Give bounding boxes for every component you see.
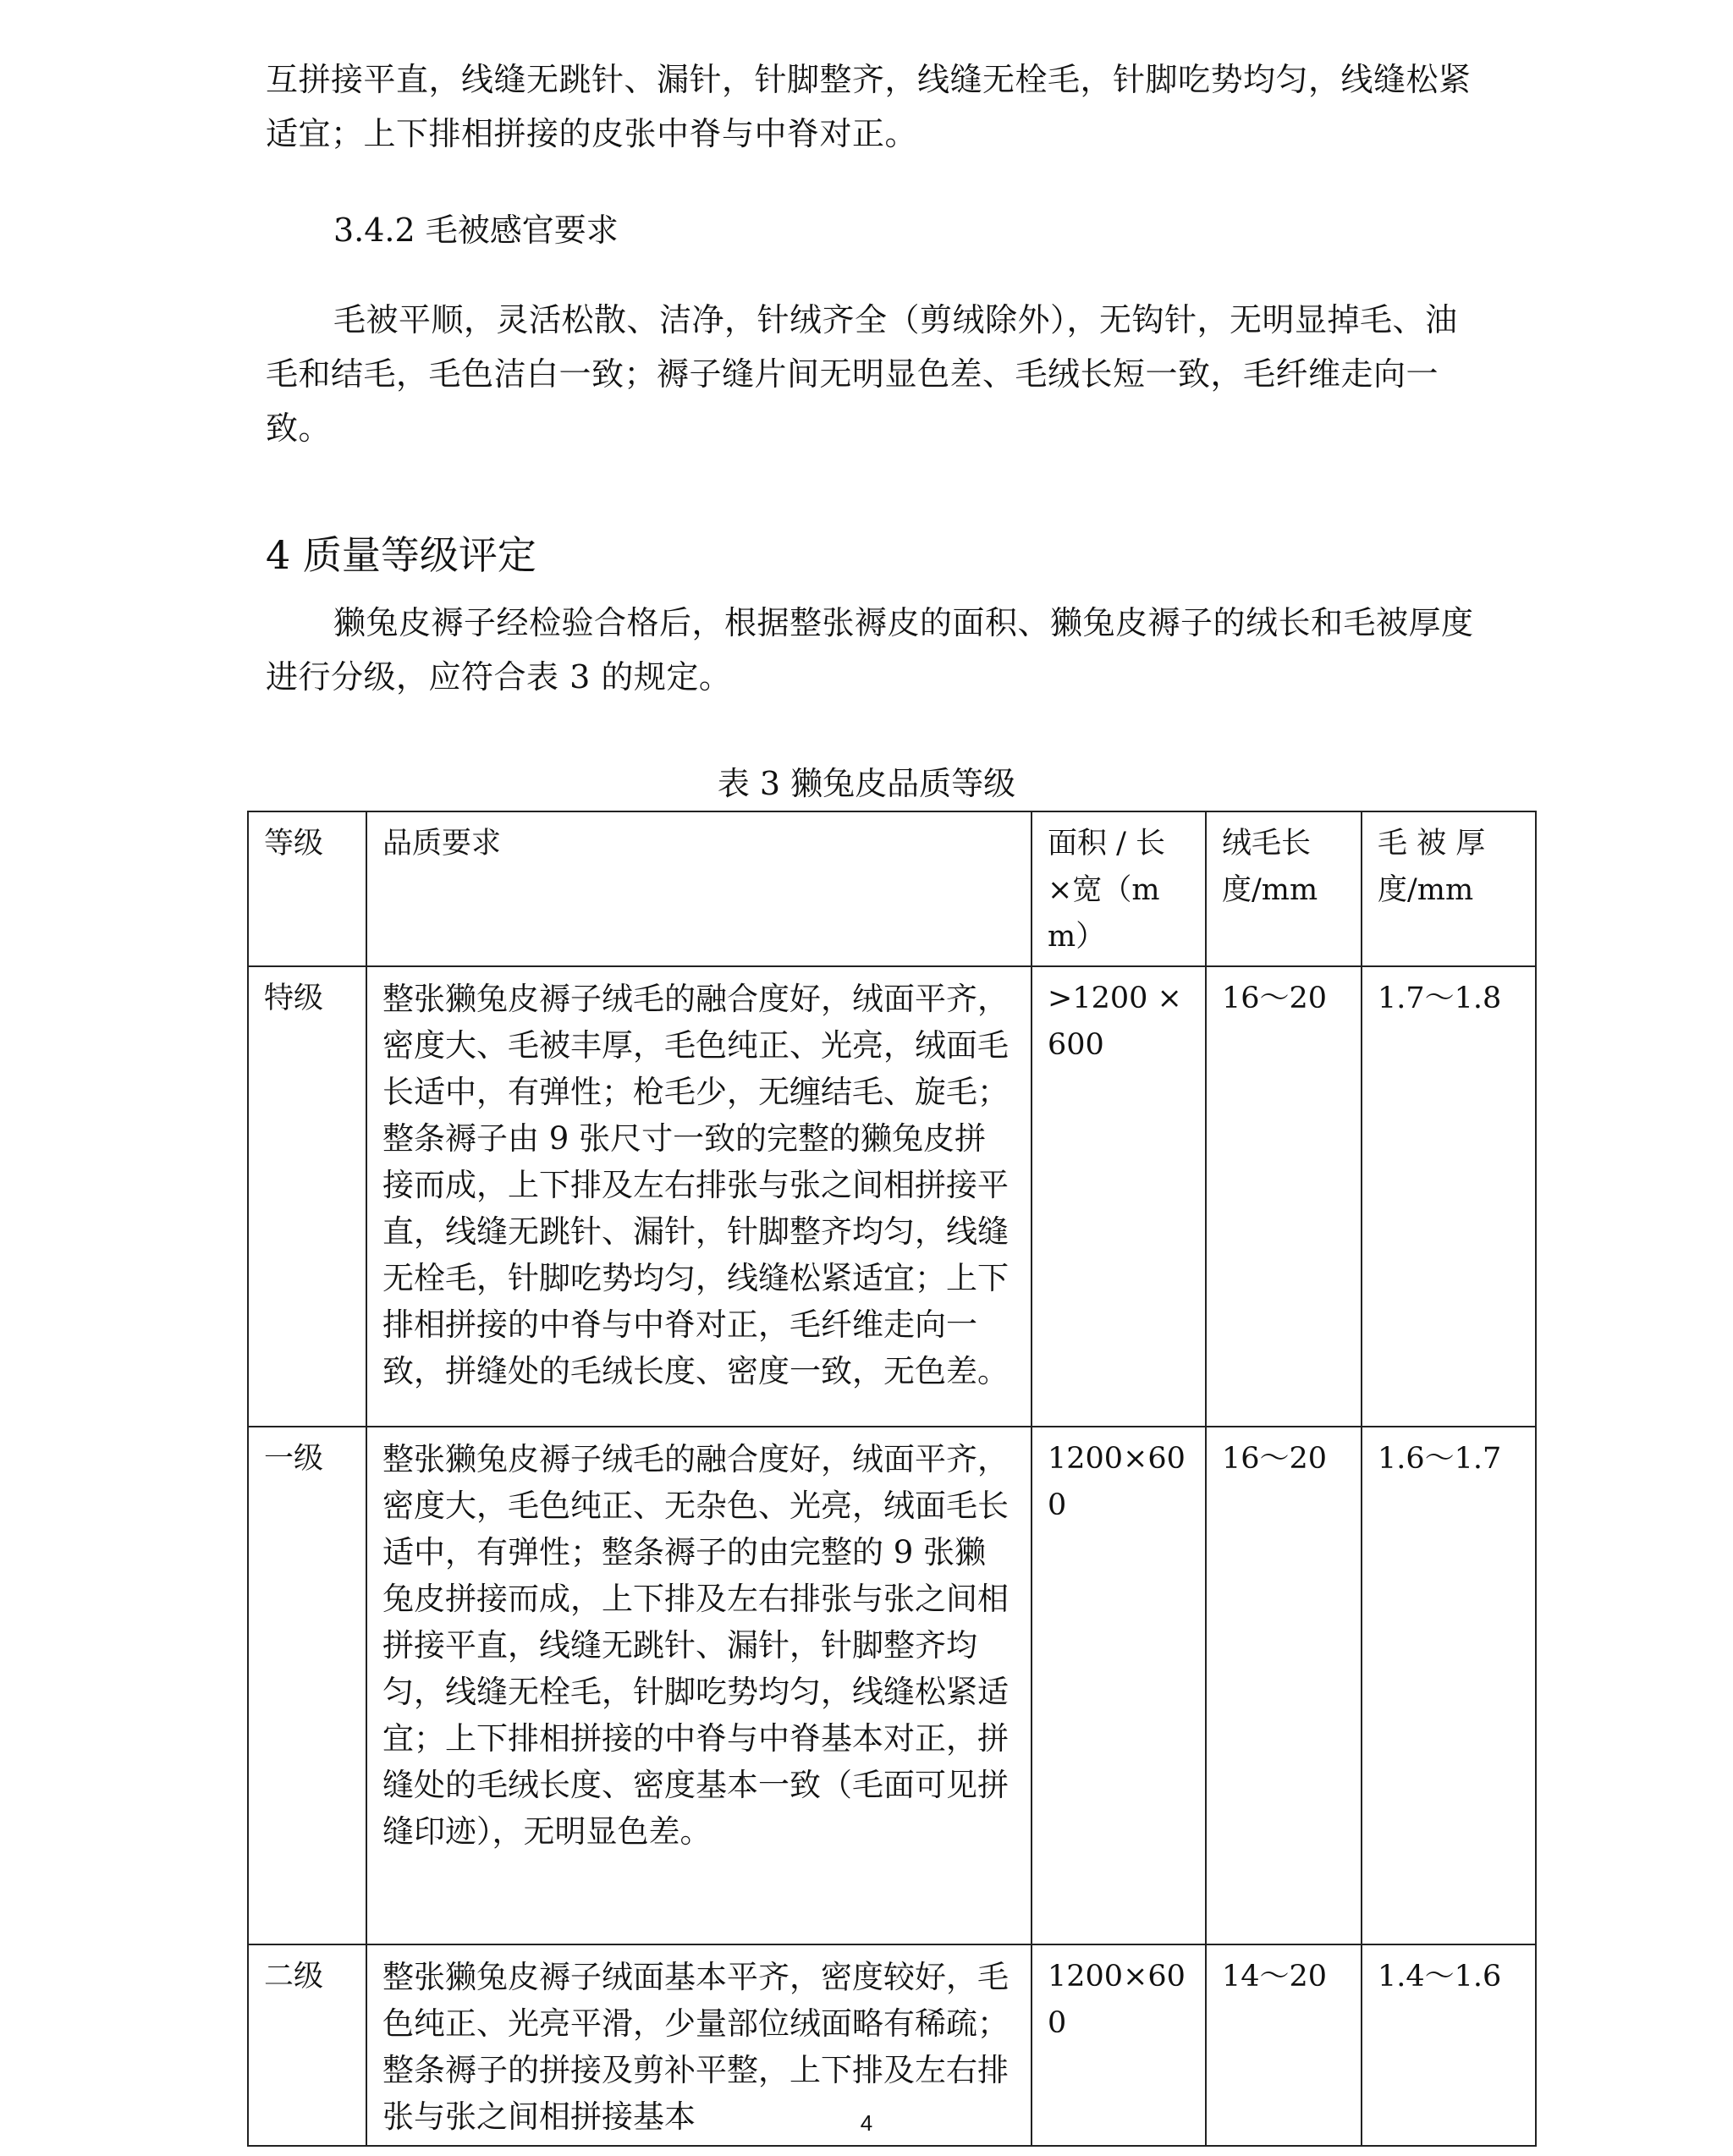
continuation-paragraph: 互拼接平直，线缝无跳针、漏针，针脚整齐，线缝无栓毛，针脚吃势均匀，线缝松紧适宜；上下排相拼接的皮张中脊与中脊对正。	[266, 61, 1472, 152]
thickness-cell: 1.7～1.8	[1362, 966, 1536, 1427]
thickness-cell: 1.4～1.6	[1362, 1944, 1536, 2146]
grade-cell: 一级	[248, 1427, 366, 1944]
fur-length-cell: 16～20	[1206, 966, 1362, 1427]
quality-grade-table	[247, 811, 1537, 2147]
header-grade: 等级	[248, 811, 366, 966]
table-row	[248, 1427, 1536, 1944]
thickness-cell: 1.6～1.7	[1362, 1427, 1536, 1944]
table-header-row	[248, 811, 1536, 966]
subsection-heading: 3.4.2 毛被感官要求	[333, 212, 619, 249]
area-cell: 1200×600	[1032, 1944, 1206, 2146]
area-cell: >1200 ×600	[1032, 966, 1206, 1427]
header-fur-length: 绒毛长度/mm	[1206, 811, 1362, 966]
header-area: 面积 / 长×宽（mm）	[1032, 811, 1206, 966]
requirement-cell: 整张獭兔皮褥子绒毛的融合度好，绒面平齐，密度大，毛色纯正、无杂色、光亮，绒面毛长适中，有弹性；整条褥子的由完整的 9 张獭兔皮拼接而成，上下排及左右排张与张之间相拼接平直，线缝无跳针、漏针，针脚整齐均匀，线缝无栓毛，针脚吃势均匀，线缝松紧适宜；上下排相拼接的中脊与中脊基本对正，拼缝处的毛绒长度、密度基本一致（毛面可见拼缝印迹），无明显色差。	[366, 1427, 1032, 1944]
grade-cell: 二级	[248, 1944, 366, 2146]
table-caption: 表 3 獭兔皮品质等级	[717, 765, 1016, 802]
grade-cell: 特级	[248, 966, 366, 1427]
section-title: 4 质量等级评定	[266, 532, 536, 578]
header-requirement: 品质要求	[366, 811, 1032, 966]
requirement-cell: 整张獭兔皮褥子绒毛的融合度好，绒面平齐，密度大、毛被丰厚，毛色纯正、光亮，绒面毛长适中，有弹性；枪毛少，无缠结毛、旋毛；整条褥子由 9 张尺寸一致的完整的獭兔皮拼接而成，上下排及左右排张与张之间相拼接平直，线缝无跳针、漏针，针脚整齐均匀，线缝无栓毛，针脚吃势均匀，线缝松紧适宜；上下排相拼接的中脊与中脊对正，毛纤维走向一致，拼缝处的毛绒长度、密度一致，无色差。	[366, 966, 1032, 1427]
area-cell: 1200×600	[1032, 1427, 1206, 1944]
fur-length-cell: 14～20	[1206, 1944, 1362, 2146]
requirement-cell: 整张獭兔皮褥子绒面基本平齐，密度较好，毛色纯正、光亮平滑，少量部位绒面略有稀疏；整条褥子的拼接及剪补平整，上下排及左右排张与张之间相拼接基本	[366, 1944, 1032, 2146]
table-row	[248, 966, 1536, 1427]
section-paragraph: 獭兔皮褥子经检验合格后，根据整张褥皮的面积、獭兔皮褥子的绒长和毛被厚度进行分级，应符合表 3 的规定。	[266, 604, 1474, 696]
page-number: 4	[860, 2110, 873, 2136]
subsection-paragraph: 毛被平顺，灵活松散、洁净，针绒齐全（剪绒除外），无钩针，无明显掉毛、油毛和结毛，毛色洁白一致；褥子缝片间无明显色差、毛绒长短一致，毛纤维走向一致。	[266, 301, 1458, 447]
header-thickness: 毛 被 厚 度/mm	[1362, 811, 1536, 966]
fur-length-cell: 16～20	[1206, 1427, 1362, 1944]
